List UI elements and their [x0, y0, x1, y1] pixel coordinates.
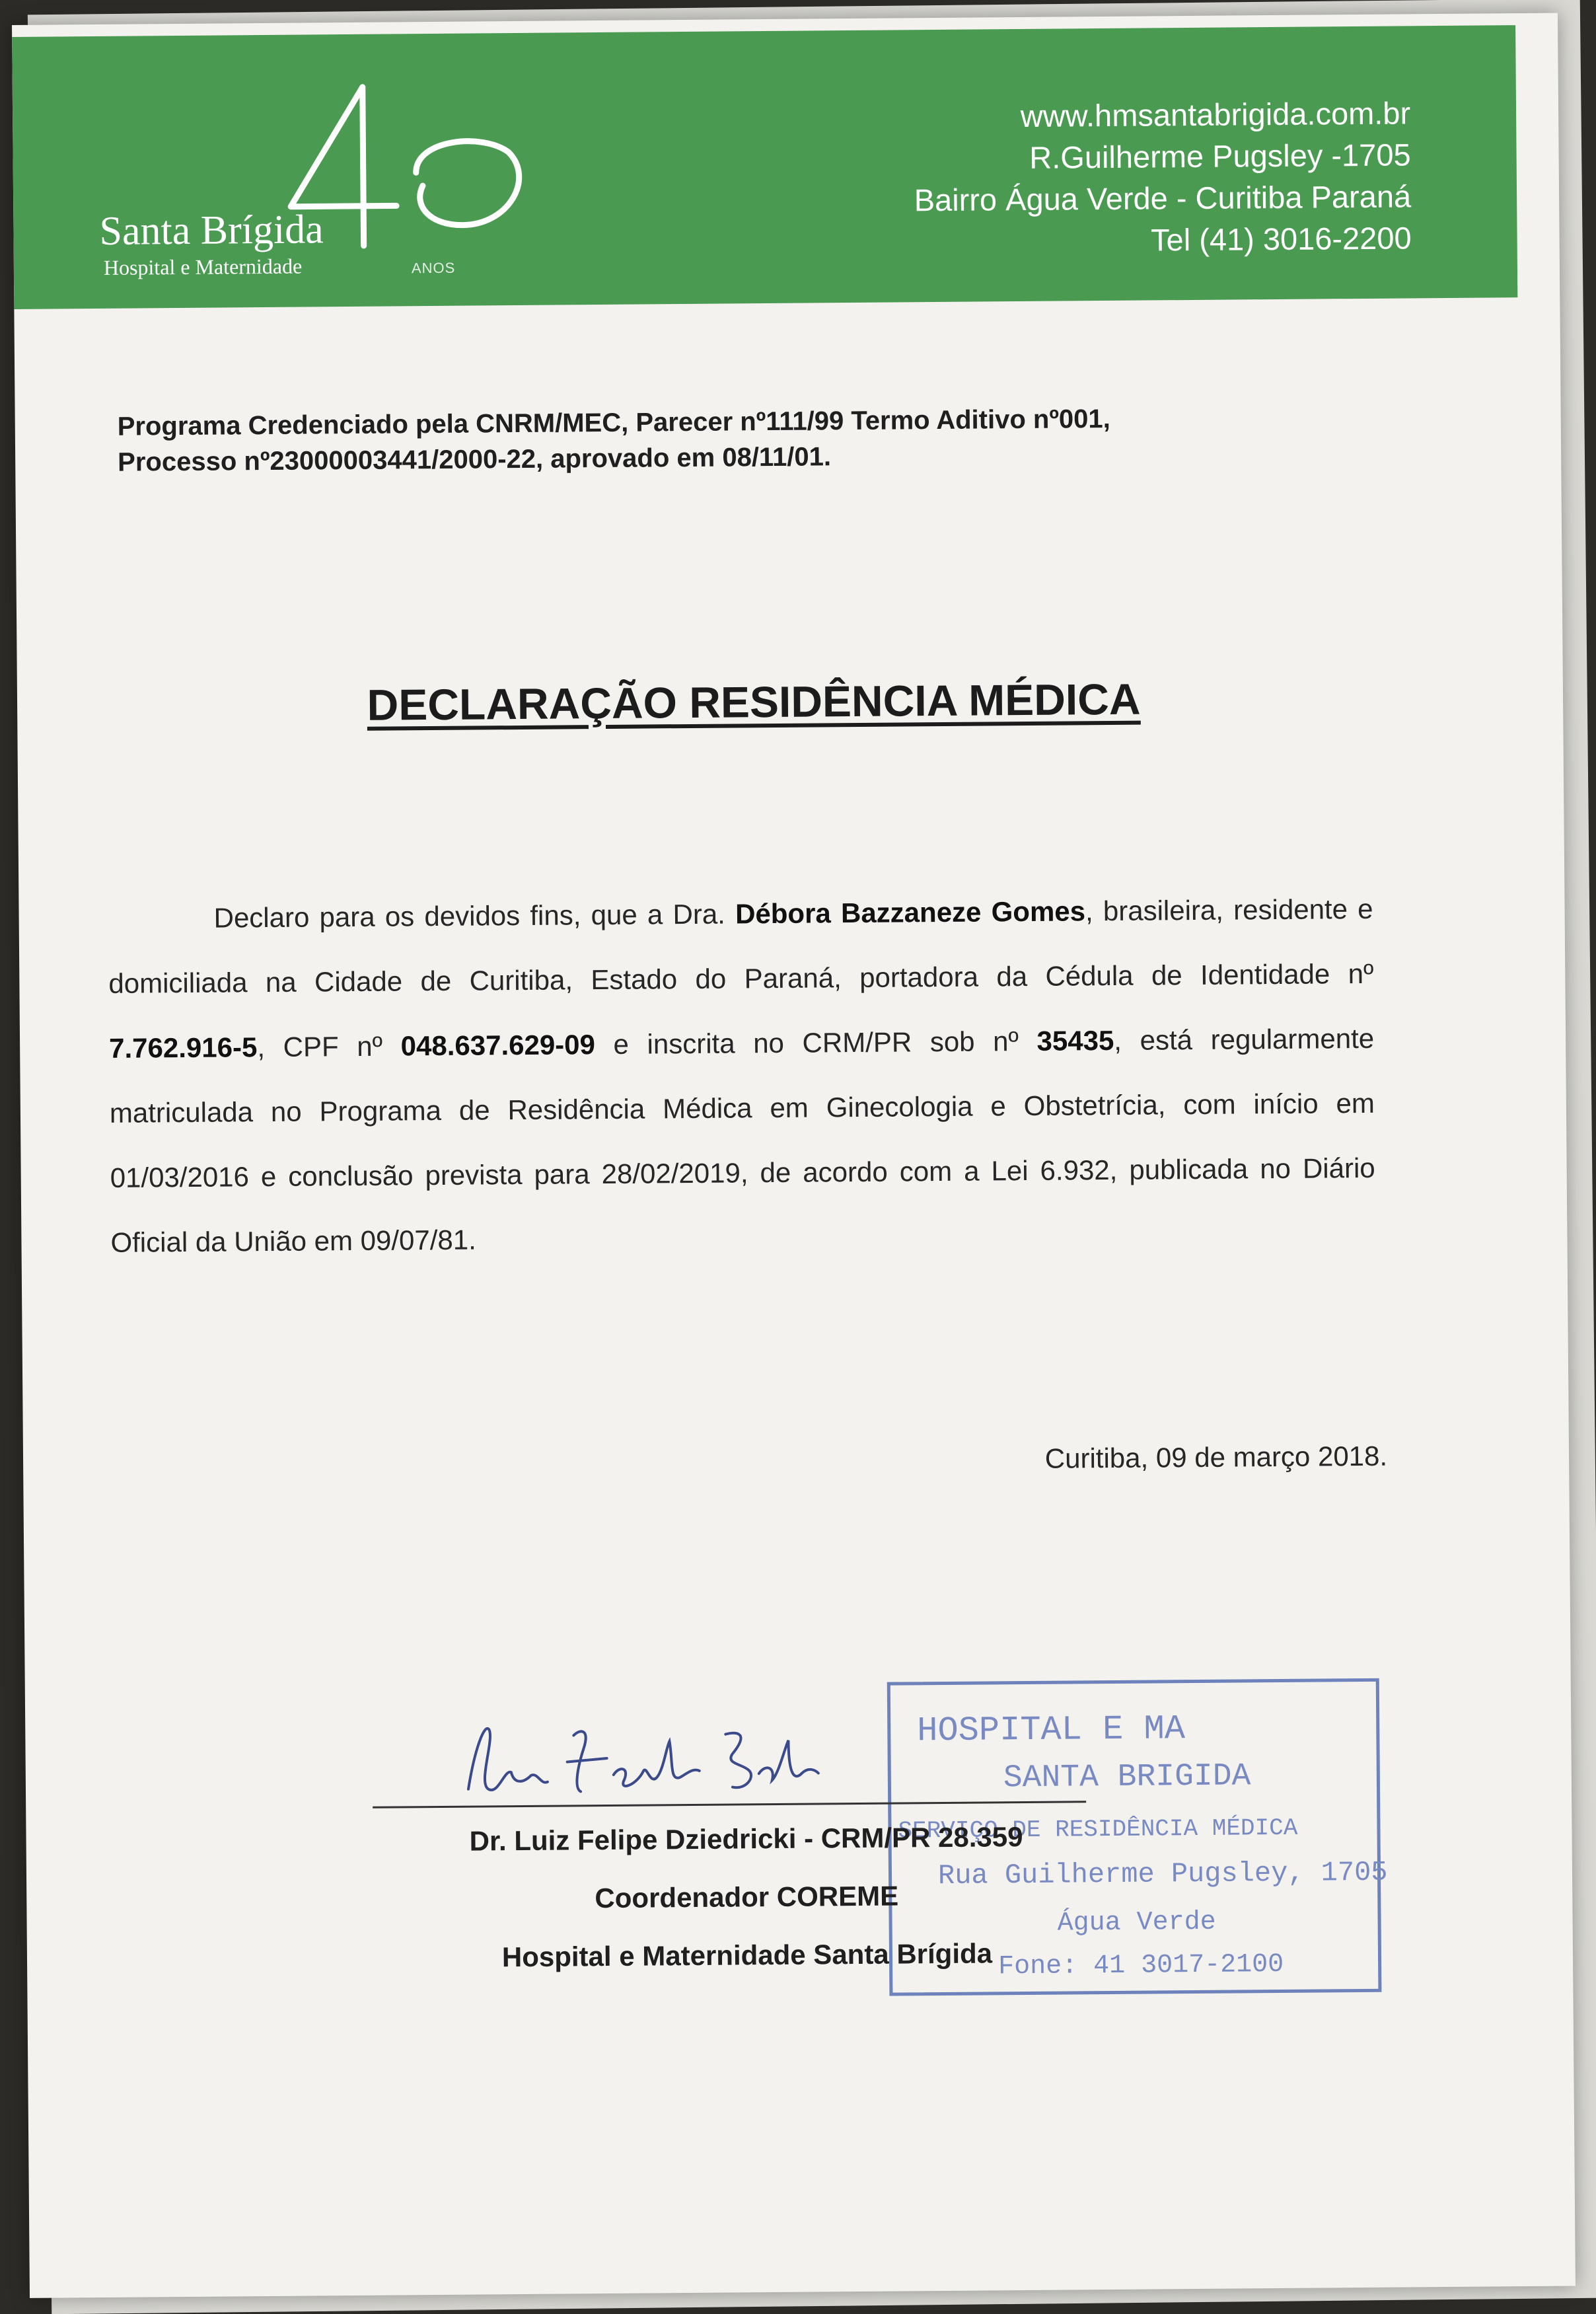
signatory-institution: Hospital e Maternidade Santa Brígida: [501, 1937, 993, 1973]
cpf-number: 048.637.629-09: [400, 1029, 596, 1062]
resident-name: Débora Bazzaneze Gomes: [735, 895, 1086, 930]
logo-name: Santa Brígida: [99, 207, 324, 254]
body-text-4: e inscrita no CRM/PR sob nº: [595, 1025, 1037, 1061]
phone-text: Tel (41) 3016-2200: [1150, 220, 1412, 258]
place-and-date: Curitiba, 09 de março 2018.: [1044, 1440, 1388, 1474]
body-text-5: , está regularmente matriculada no Programa de Residência Médica em Ginecologia e Obstetrícia, com início em 01/03/2016 e conclusão prevista para 28/02/2019, de acordo com a Lei 6.932, publicada no Diário Oficial da União em 09/07/81.: [109, 1022, 1375, 1258]
district-text: Bairro Água Verde - Curitiba Paraná: [914, 178, 1412, 218]
stamp-line-6: Fone: 41 3017-2100: [998, 1949, 1284, 1982]
signatory-block: [316, 1807, 1177, 1988]
body-text-2: , brasileira, residente e domiciliada na Cidade de Curitiba, Estado do Paraná, portadora da Cédula de Identidade nº: [108, 893, 1374, 999]
stamp-line-3: SERVIÇO DE RESIDÊNCIA MÉDICA: [898, 1814, 1298, 1845]
credential-notice: [118, 399, 1387, 480]
document-title: DECLARAÇÃO RESIDÊNCIA MÉDICA: [367, 674, 1141, 729]
declaration-paragraph: [108, 877, 1376, 1275]
letterhead-band: [12, 25, 1517, 309]
signatory-name: Dr. Luiz Felipe Dziedricki - CRM/PR 28.359: [469, 1821, 1023, 1857]
body-text-3: , CPF nº: [257, 1030, 401, 1063]
credential-line-2: Processo nº23000003441/2000-22, aprovado em 08/11/01.: [118, 442, 832, 477]
signatory-role: Coordenador COREME: [595, 1880, 899, 1914]
logo-subtitle: Hospital e Maternidade: [103, 254, 303, 280]
stamp-line-2: SANTA BRIGIDA: [1003, 1758, 1251, 1797]
stamp-line-4: Rua Guilherme Pugsley, 1705: [937, 1856, 1388, 1892]
crm-number: 35435: [1036, 1024, 1114, 1057]
stamp-line-1: HOSPITAL E MA: [917, 1709, 1186, 1751]
body-text-1: Declaro para os devidos fins, que a Dra.: [213, 898, 736, 934]
credential-line-1: Programa Credenciado pela CNRM/MEC, Parecer nº111/99 Termo Aditivo nº001,: [117, 404, 1110, 441]
handwritten-signature: [448, 1707, 845, 1809]
rg-number: 7.762.916-5: [108, 1031, 258, 1064]
stamp-line-5: Água Verde: [1057, 1907, 1216, 1939]
logo-anos: ANOS: [411, 259, 456, 277]
website-text: www.hmsantabrigida.com.br: [1020, 95, 1411, 134]
street-text: R.Guilherme Pugsley -1705: [1029, 137, 1411, 175]
hospital-logo: [98, 86, 536, 307]
document-page: [12, 13, 1576, 2298]
contact-block: [913, 92, 1411, 262]
